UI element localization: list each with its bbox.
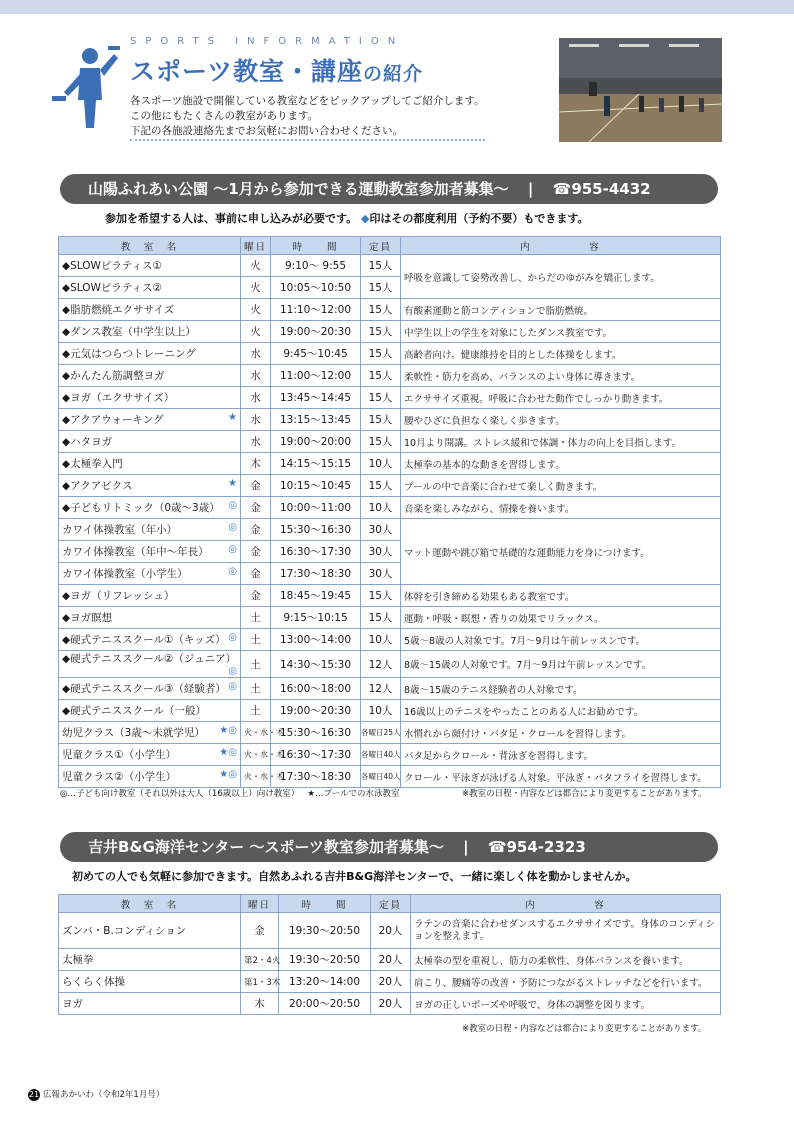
col-header-time: 時 間 xyxy=(271,237,361,255)
cell-capacity: 10人 xyxy=(361,629,401,651)
page-title-main: スポーツ教室・講座 xyxy=(130,57,364,86)
class-name-text: ◆硬式テニススクール①（キッズ） xyxy=(62,634,226,646)
table-row xyxy=(59,700,721,722)
cell-day: 金 xyxy=(241,913,279,949)
cell-time: 13:20〜14:00 xyxy=(279,971,371,993)
class-name-text: ◆脂肪燃焼エクササイズ xyxy=(62,304,175,316)
cell-capacity: 10人 xyxy=(361,700,401,722)
cell-class-name xyxy=(59,255,241,277)
cell-content: 8歳〜15歳のテニス経験者の人対象です。 xyxy=(401,678,721,700)
cell-capacity: 15人 xyxy=(361,387,401,409)
cell-content: プールの中で音楽に合わせて楽しく動きます。 xyxy=(401,475,721,497)
cell-day: 金 xyxy=(241,497,271,519)
separator: | xyxy=(463,838,469,856)
table-row xyxy=(59,519,721,541)
cell-day: 金 xyxy=(241,585,271,607)
col-header-content: 内 容 xyxy=(411,895,721,913)
cell-capacity: 20人 xyxy=(371,949,411,971)
cell-time: 17:30〜18:30 xyxy=(271,766,361,788)
cell-capacity: 10人 xyxy=(361,497,401,519)
cell-content: 水慣れから顔付け・バタ足・クロールを習得します。 xyxy=(401,722,721,744)
cell-day: 第1・3木 xyxy=(241,971,279,993)
table-header-row xyxy=(59,237,721,255)
cell-content: エクササイズ重視。呼吸に合わせた動作でしっかり動きます。 xyxy=(401,387,721,409)
cell-time: 9:10〜 9:55 xyxy=(271,255,361,277)
cell-day: 水 xyxy=(241,409,271,431)
class-name-text: カワイ体操教室（年中〜年長） xyxy=(62,546,209,558)
cell-class-name xyxy=(59,585,241,607)
cell-day: 火 xyxy=(241,299,271,321)
cell-capacity: 12人 xyxy=(361,651,401,678)
table-row xyxy=(59,949,721,971)
class-name-text: ◆ヨガ（リフレッシュ） xyxy=(62,590,175,602)
cell-class-name: 太極拳 xyxy=(59,949,241,971)
cell-capacity: 12人 xyxy=(361,678,401,700)
cell-content: 16歳以上のテニスをやったことのある人にお勧めです。 xyxy=(401,700,721,722)
cell-class-name xyxy=(59,541,241,563)
cell-time: 16:30〜17:30 xyxy=(271,541,361,563)
cell-class-name xyxy=(59,678,241,700)
cell-capacity: 30人 xyxy=(361,519,401,541)
class-name-text: ◆アクアビクス xyxy=(62,480,133,492)
section2-title: 吉井B&G海洋センター 〜スポーツ教室参加者募集〜 xyxy=(88,838,444,856)
table-row xyxy=(59,913,721,949)
class-name-text: 児童クラス①（小学生） xyxy=(62,749,177,761)
table-row xyxy=(59,722,721,744)
cell-class-name xyxy=(59,629,241,651)
cell-capacity: 15人 xyxy=(361,409,401,431)
cell-day: 水 xyxy=(241,365,271,387)
table-header-row xyxy=(59,895,721,913)
cell-capacity: 30人 xyxy=(361,541,401,563)
footer-text: 広報あかいわ（令和2年1月号） xyxy=(43,1090,165,1100)
cell-time: 19:30〜20:50 xyxy=(279,949,371,971)
phone-icon: ☎ xyxy=(552,180,572,198)
cell-day: 第2・4火 xyxy=(241,949,279,971)
page-title xyxy=(130,52,423,88)
table-row xyxy=(59,409,721,431)
col-header-time: 時 間 xyxy=(279,895,371,913)
section1-title: 山陽ふれあい公園 〜1月から参加できる運動教室参加者募集〜 xyxy=(88,180,509,198)
section1-phone: 955-4432 xyxy=(571,180,651,198)
cell-content: 音楽を楽しみながら、情操を養います。 xyxy=(401,497,721,519)
table-row xyxy=(59,629,721,651)
cell-day: 金 xyxy=(241,563,271,585)
section2-note: 初めての人でも気軽に参加できます。自然あふれる吉井B&G海洋センターで、一緒に楽しく体を動かしませんか。 xyxy=(72,870,637,883)
athlete-figure-icon xyxy=(50,40,120,130)
cell-content: 太極拳の基本的な動きを習得します。 xyxy=(401,453,721,475)
cell-day: 木 xyxy=(241,453,271,475)
table-row xyxy=(59,497,721,519)
cell-time: 15:30〜16:30 xyxy=(271,519,361,541)
class-mark-icon: ◎ xyxy=(228,681,237,692)
class-name-text: ◆アクアウォーキング xyxy=(62,414,164,426)
section1-note-a: 参加を希望する人は、事前に申し込みが必要です。 xyxy=(105,212,358,225)
cell-class-name xyxy=(59,387,241,409)
cell-capacity: 15人 xyxy=(361,255,401,277)
cell-capacity: 20人 xyxy=(371,971,411,993)
class-name-text: 児童クラス②（小学生） xyxy=(62,771,177,783)
table-row xyxy=(59,387,721,409)
legend-child: ◎…子ども向け教室（それ以外は大人（16歳以上）向け教室） xyxy=(60,789,300,799)
cell-time: 11:10〜12:00 xyxy=(271,299,361,321)
cell-day: 土 xyxy=(241,651,271,678)
cell-time: 10:00〜11:00 xyxy=(271,497,361,519)
cell-class-name xyxy=(59,453,241,475)
cell-content: クロール・平泳ぎが泳げる人対象。平泳ぎ・バタフライを習得します。 xyxy=(401,766,721,788)
class-name-text: ◆硬式テニススクール（一般） xyxy=(62,705,206,717)
cell-class-name xyxy=(59,651,241,678)
cell-day: 火・水・木 xyxy=(241,766,271,788)
cell-content: 中学生以上の学生を対象にしたダンス教室です。 xyxy=(401,321,721,343)
cell-class-name xyxy=(59,519,241,541)
class-name-text: ◆元気はつらつトレーニング xyxy=(62,348,196,360)
cell-capacity: 各曜日40人 xyxy=(361,766,401,788)
cell-capacity: 15人 xyxy=(361,277,401,299)
table-row xyxy=(59,971,721,993)
cell-capacity: 15人 xyxy=(361,365,401,387)
cell-time: 14:30〜15:30 xyxy=(271,651,361,678)
table-row xyxy=(59,365,721,387)
cell-class-name xyxy=(59,277,241,299)
cell-class-name xyxy=(59,766,241,788)
cell-capacity: 各曜日40人 xyxy=(361,744,401,766)
cell-capacity: 15人 xyxy=(361,607,401,629)
class-name-text: ◆ハタヨガ xyxy=(62,436,113,448)
cell-day: 土 xyxy=(241,678,271,700)
cell-class-name xyxy=(59,700,241,722)
section1-note-b: 印はその都度利用（予約不要）もできます。 xyxy=(369,212,589,225)
cell-time: 18:45〜19:45 xyxy=(271,585,361,607)
class-name-text: ◆SLOWピラティス② xyxy=(62,282,162,294)
cell-class-name xyxy=(59,409,241,431)
col-header-content: 内 容 xyxy=(401,237,721,255)
table-row xyxy=(59,585,721,607)
cell-content: 柔軟性・筋力を高め、バランスのよい身体に導きます。 xyxy=(401,365,721,387)
cell-day: 木 xyxy=(241,993,279,1015)
col-header-day: 曜日 xyxy=(241,895,279,913)
cell-day: 金 xyxy=(241,475,271,497)
class-mark-icon: ★ xyxy=(228,412,237,423)
intro-line-3: 下記の各施設連絡先までお気軽にお問い合わせください。 xyxy=(130,124,485,141)
cell-content: 体幹を引き締める効果もある教室です。 xyxy=(401,585,721,607)
class-mark-icon: ◎ xyxy=(228,566,237,577)
cell-day: 金 xyxy=(241,541,271,563)
table-row xyxy=(59,678,721,700)
class-mark-icon: ◎ xyxy=(228,500,237,511)
col-header-name: 教 室 名 xyxy=(59,895,241,913)
section1-note xyxy=(105,210,589,226)
cell-capacity: 15人 xyxy=(361,475,401,497)
cell-time: 16:00〜18:00 xyxy=(271,678,361,700)
class-name-text: ◆子どもリトミック（0歳〜3歳） xyxy=(62,502,220,514)
class-mark-icon: ◎ xyxy=(228,544,237,555)
table-row xyxy=(59,431,721,453)
cell-content: 運動・呼吸・瞑想・香りの効果でリラックス。 xyxy=(401,607,721,629)
class-name-text: ◆硬式テニススクール③（経験者） xyxy=(62,683,226,695)
cell-time: 19:00〜20:30 xyxy=(271,700,361,722)
cell-capacity: 20人 xyxy=(371,993,411,1015)
cell-capacity: 15人 xyxy=(361,585,401,607)
class-mark-icon: ★◎ xyxy=(219,747,237,758)
cell-time: 15:30〜16:30 xyxy=(271,722,361,744)
cell-day: 水 xyxy=(241,387,271,409)
section1-disclaimer: ※教室の日程・内容などは都合により変更することがあります。 xyxy=(462,789,707,799)
class-mark-icon: ★ xyxy=(228,478,237,489)
table-row xyxy=(59,475,721,497)
cell-time: 11:00〜12:00 xyxy=(271,365,361,387)
page-title-suffix: の紹介 xyxy=(363,63,424,85)
cell-class-name xyxy=(59,365,241,387)
section1-legend xyxy=(60,787,400,799)
intro-line-1: 各スポーツ施設で開催している教室などをピックアップしてご紹介します。 xyxy=(130,95,485,107)
class-mark-icon: ◎ xyxy=(228,666,237,677)
cell-day: 火 xyxy=(241,277,271,299)
cell-capacity: 30人 xyxy=(361,563,401,585)
cell-time: 13:45〜14:45 xyxy=(271,387,361,409)
cell-day: 火 xyxy=(241,255,271,277)
cell-content: 有酸素運動と筋コンディションで脂肪燃焼。 xyxy=(401,299,721,321)
cell-class-name xyxy=(59,744,241,766)
cell-time: 19:00〜20:30 xyxy=(271,321,361,343)
cell-content: 10月より開講。ストレス緩和で体調・体力の向上を目指します。 xyxy=(401,431,721,453)
section2-title-bar xyxy=(60,832,718,862)
cell-day: 水 xyxy=(241,431,271,453)
class-name-text: ◆硬式テニススクール②（ジュニア） xyxy=(62,653,237,665)
table-row xyxy=(59,651,721,678)
gym-photo xyxy=(559,38,722,142)
cell-time: 9:45〜10:45 xyxy=(271,343,361,365)
cell-day: 火 xyxy=(241,321,271,343)
col-header-capacity: 定員 xyxy=(361,237,401,255)
cell-day: 金 xyxy=(241,519,271,541)
page-number: 21 xyxy=(28,1090,40,1099)
table-row xyxy=(59,993,721,1015)
cell-capacity: 15人 xyxy=(361,299,401,321)
cell-day: 水 xyxy=(241,343,271,365)
cell-content: 5歳〜8歳の人対象です。7月〜9月は午前レッスンです。 xyxy=(401,629,721,651)
table-row xyxy=(59,343,721,365)
class-mark-icon: ★◎ xyxy=(219,725,237,736)
cell-content: 腰やひざに負担なく楽しく歩きます。 xyxy=(401,409,721,431)
sports-information-label: SPORTS INFORMATION xyxy=(130,36,405,47)
class-mark-icon: ◎ xyxy=(228,522,237,533)
cell-content: ヨガの正しいポーズや呼吸で、身体の調整を図ります。 xyxy=(411,993,721,1015)
cell-content: 肩こり、腰痛等の改善・予防につながるストレッチなどを行います。 xyxy=(411,971,721,993)
cell-class-name xyxy=(59,475,241,497)
cell-time: 13:15〜13:45 xyxy=(271,409,361,431)
cell-capacity: 20人 xyxy=(371,913,411,949)
intro-line-2: この他にもたくさんの教室があります。 xyxy=(130,110,319,122)
cell-class-name: ズンバ・B.コンディション xyxy=(59,913,241,949)
cell-class-name xyxy=(59,563,241,585)
col-header-day: 曜日 xyxy=(241,237,271,255)
cell-class-name: ヨガ xyxy=(59,993,241,1015)
diamond-icon: ◆ xyxy=(360,212,370,225)
table-row xyxy=(59,744,721,766)
col-header-name: 教 室 名 xyxy=(59,237,241,255)
cell-class-name xyxy=(59,722,241,744)
cell-class-name xyxy=(59,343,241,365)
cell-day: 土 xyxy=(241,607,271,629)
cell-class-name xyxy=(59,497,241,519)
class-name-text: ◆ヨガ（エクササイズ） xyxy=(62,392,175,404)
hero-header xyxy=(46,30,746,150)
cell-content: バタ足からクロール・背泳ぎを習得します。 xyxy=(401,744,721,766)
class-name-text: ◆ダンス教室（中学生以上） xyxy=(62,326,196,338)
class-name-text: ◆太極拳入門 xyxy=(62,458,123,470)
cell-time: 10:05〜10:50 xyxy=(271,277,361,299)
cell-time: 19:00〜20:00 xyxy=(271,431,361,453)
class-name-text: ◆かんたん筋調整ヨガ xyxy=(62,370,165,382)
intro-text xyxy=(130,94,485,141)
cell-time: 16:30〜17:30 xyxy=(271,744,361,766)
section1-schedule-table xyxy=(58,236,721,788)
cell-content: 高齢者向け。健康維持を目的とした体操をします。 xyxy=(401,343,721,365)
cell-time: 13:00〜14:00 xyxy=(271,629,361,651)
table-row xyxy=(59,321,721,343)
phone-icon: ☎ xyxy=(487,838,507,856)
class-name-text: カワイ体操教室（年小） xyxy=(62,524,178,536)
class-name-text: カワイ体操教室（小学生） xyxy=(62,568,188,580)
class-name-text: ◆ヨガ瞑想 xyxy=(62,612,113,624)
section2-schedule-table xyxy=(58,894,721,1015)
table-row xyxy=(59,453,721,475)
page-footer xyxy=(28,1088,164,1101)
table-row xyxy=(59,607,721,629)
cell-content: 8歳〜15歳の人対象です。7月〜9月は午前レッスンです。 xyxy=(401,651,721,678)
cell-capacity: 15人 xyxy=(361,431,401,453)
cell-content: 呼吸を意識して姿勢改善し、からだのゆがみを矯正します。 xyxy=(401,255,721,299)
table-row xyxy=(59,255,721,277)
cell-content: ラテンの音楽に合わせダンスするエクササイズです。身体のコンディションを整えます。 xyxy=(411,913,721,949)
cell-class-name xyxy=(59,321,241,343)
cell-content: マット運動や跳び箱で基礎的な運動能力を身につけます。 xyxy=(401,519,721,585)
cell-time: 14:15〜15:15 xyxy=(271,453,361,475)
cell-day: 土 xyxy=(241,700,271,722)
cell-time: 20:00〜20:50 xyxy=(279,993,371,1015)
cell-capacity: 15人 xyxy=(361,343,401,365)
cell-day: 土 xyxy=(241,629,271,651)
cell-day: 火・水・木 xyxy=(241,744,271,766)
section1-title-bar xyxy=(60,174,718,204)
section2-phone: 954-2323 xyxy=(506,838,586,856)
class-name-text: ◆SLOWピラティス① xyxy=(62,260,162,272)
cell-time: 9:15〜10:15 xyxy=(271,607,361,629)
cell-class-name xyxy=(59,607,241,629)
cell-capacity: 10人 xyxy=(361,453,401,475)
cell-content: 太極拳の型を重視し、筋力の柔軟性、身体バランスを養います。 xyxy=(411,949,721,971)
table-row xyxy=(59,766,721,788)
col-header-capacity: 定員 xyxy=(371,895,411,913)
cell-class-name xyxy=(59,299,241,321)
cell-time: 17:30〜18:30 xyxy=(271,563,361,585)
separator: | xyxy=(527,180,534,198)
cell-class-name: らくらく体操 xyxy=(59,971,241,993)
cell-capacity: 15人 xyxy=(361,321,401,343)
cell-class-name xyxy=(59,431,241,453)
cell-day: 火・水・木 xyxy=(241,722,271,744)
legend-pool: ★…プールでの水泳教室 xyxy=(307,789,400,799)
table-row xyxy=(59,299,721,321)
cell-time: 10:15〜10:45 xyxy=(271,475,361,497)
cell-capacity: 各曜日25人 xyxy=(361,722,401,744)
section2-disclaimer: ※教室の日程・内容などは都合により変更することがあります。 xyxy=(462,1024,707,1034)
cell-time: 19:30〜20:50 xyxy=(279,913,371,949)
top-band xyxy=(0,0,794,14)
class-mark-icon: ◎ xyxy=(228,632,237,643)
class-name-text: 幼児クラス（3歳〜未就学児） xyxy=(62,727,205,739)
class-mark-icon: ★◎ xyxy=(219,769,237,780)
